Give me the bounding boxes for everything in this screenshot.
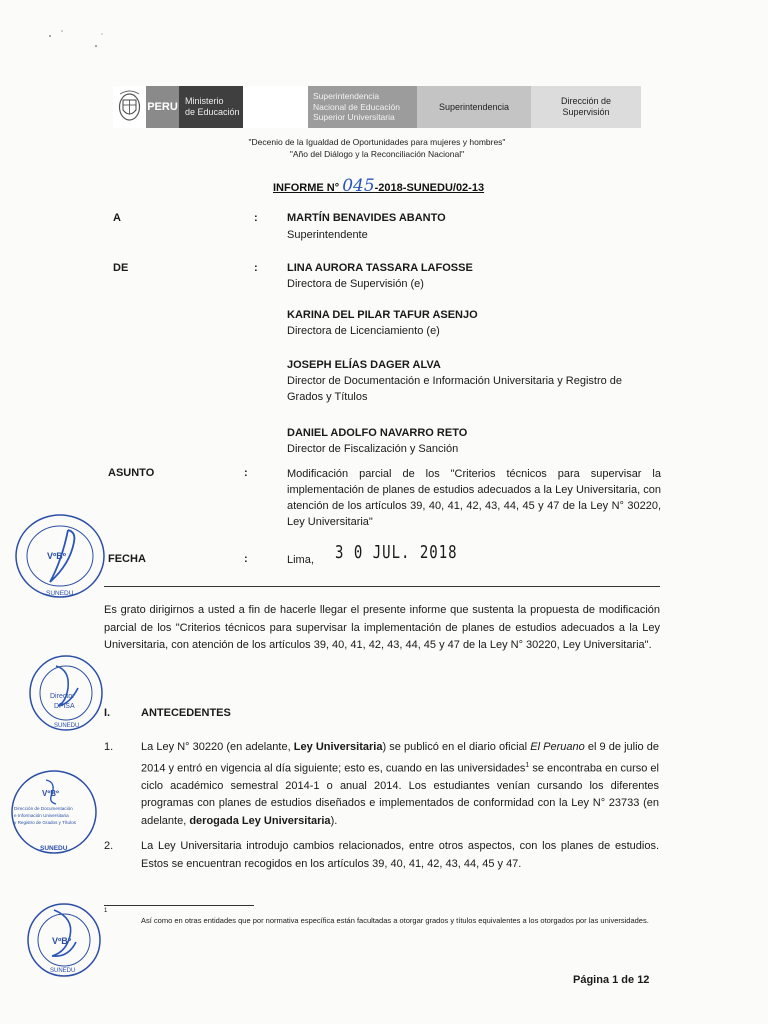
page-number: Página 1 de 12 xyxy=(573,974,650,986)
scan-specks xyxy=(44,20,114,60)
item-number: 2. xyxy=(104,840,114,852)
intro-paragraph: Es grato dirigirnos a usted a fin de hacerle llegar el presente informe que sustenta la propuesta de modificación parcial de los "Criterios técnicos para supervisar la implementación de planes de estudios adecuados a la Ley Universitaria, con atención de los artículos 39, 40, 41, 42, 43, 44, 45 y 47 de la Ley N° 30220, Ley Universitaria". xyxy=(104,604,660,651)
svg-text:Director: Director xyxy=(50,693,75,700)
direccion-label: Dirección de Supervisión xyxy=(531,86,641,128)
svg-text:y Registro de Grados y Títulos: y Registro de Grados y Títulos xyxy=(14,820,76,825)
superintendencia-label: Superintendencia xyxy=(417,86,531,128)
svg-text:SUNEDU: SUNEDU xyxy=(40,845,68,852)
separator-line xyxy=(104,586,660,587)
footnote-separator xyxy=(104,905,254,906)
footnote-text: Así como en otras entidades que por normativa específica están facultadas a otorgar grados y títulos equivalentes a los otorgados por las universidades. xyxy=(141,916,649,925)
svg-text:VºBº: VºBº xyxy=(52,936,72,946)
svg-text:SUNEDU: SUNEDU xyxy=(50,968,76,974)
stamped-date: 3 0 JUL. 2018 xyxy=(335,543,458,563)
date-place: Lima, xyxy=(287,554,314,566)
label-de: DE xyxy=(113,262,129,274)
peru-label: PERU xyxy=(146,86,179,128)
colon: : xyxy=(254,212,258,224)
svg-text:SUNEDU: SUNEDU xyxy=(54,723,80,729)
sender-name: DANIEL ADOLFO NAVARRO RETO xyxy=(287,427,468,439)
vobo-seal-icon xyxy=(24,900,104,980)
sender-name: KARINA DEL PILAR TAFUR ASENJO xyxy=(287,309,478,321)
footnote-ref: 1 xyxy=(525,761,530,769)
sunedu-label: Superintendencia Nacional de Educación Superior Universitaria xyxy=(308,86,417,128)
colon: : xyxy=(254,262,258,274)
recipient-role: Superintendente xyxy=(287,229,368,241)
svg-text:e Información Universitaria: e Información Universitaria xyxy=(14,813,69,818)
item-2-paragraph: La Ley Universitaria introdujo cambios relacionados, entre otros aspectos, con los planes de estudios. Estos se encuentran recogidos en los artículos 39, 40, 41, 42, 43, 44, 45 y 47. xyxy=(141,840,659,870)
label-a: A xyxy=(113,212,121,224)
documentation-seal-icon xyxy=(6,766,102,858)
motto-line-2: "Año del Diálogo y la Reconciliación Nacional" xyxy=(289,149,465,159)
section-number: I. xyxy=(104,707,111,719)
sender-role: Director de Fiscalización y Sanción xyxy=(287,443,459,455)
svg-text:VºBº: VºBº xyxy=(47,551,67,561)
colon: : xyxy=(244,553,248,565)
footnote-number: 1 xyxy=(104,908,108,914)
approval-seal-icon xyxy=(10,510,110,602)
svg-text:Dirección de Documentación: Dirección de Documentación xyxy=(14,806,73,811)
section-title: ANTECEDENTES xyxy=(141,707,231,719)
svg-text:DFISA: DFISA xyxy=(54,703,75,710)
item-1-paragraph: La Ley N° 30220 (en adelante, Ley Universitaria) se publicó en el diario oficial El Peruano el 9 de julio de 2014 y entró en vigencia al día siguiente; esto es, cuando en las universidades$^1$ se encontraba en curso el ciclo académico semestral 2014-1 o anual 2014. Los estudiantes venían cursando los diferentes programas con planes de estudios diseñados e implementados de conformidad con la Ley N° 23733 (en adelante, derogada Ley Universitaria). xyxy=(141,741,660,827)
sender-role: Directora de Licenciamiento (e) xyxy=(287,325,440,337)
sender-name: LINA AURORA TASSARA LAFOSSE xyxy=(287,262,473,274)
item-number: 1. xyxy=(104,741,114,753)
sender-role: Director de Documentación e Información Universitaria y Registro de Grados y Títulos xyxy=(287,375,623,403)
ministerio-label: Ministerio de Educación xyxy=(179,86,243,128)
coat-of-arms-icon xyxy=(113,86,146,128)
director-seal-icon xyxy=(26,652,106,734)
sender-name: JOSEPH ELÍAS DAGER ALVA xyxy=(287,359,441,371)
colon: : xyxy=(244,467,248,479)
subject-text: Modificación parcial de los "Criterios técnicos para supervisar la implementación de planes de estudios adecuados a la Ley Universitaria, con atención de los artículos 39, 40, 41, 42, 43, 44, 45 y 47 de la Ley N° 30220, Ley Universitaria" xyxy=(287,468,661,528)
handwritten-report-number: 045 xyxy=(342,176,375,196)
report-title: INFORME N° 045-2018-SUNEDU/02-13 xyxy=(273,176,485,196)
label-fecha: FECHA xyxy=(108,553,146,565)
recipient-name: MARTÍN BENAVIDES ABANTO xyxy=(287,212,446,224)
label-asunto: ASUNTO xyxy=(108,467,155,479)
svg-text:VºBº: VºBº xyxy=(42,789,59,798)
institution-banner xyxy=(113,86,641,128)
sender-role: Directora de Supervisión (e) xyxy=(287,278,424,290)
svg-text:SUNEDU: SUNEDU xyxy=(46,590,74,597)
motto-line-1: "Decenio de la Igualdad de Oportunidades para mujeres y hombres" xyxy=(248,137,506,147)
